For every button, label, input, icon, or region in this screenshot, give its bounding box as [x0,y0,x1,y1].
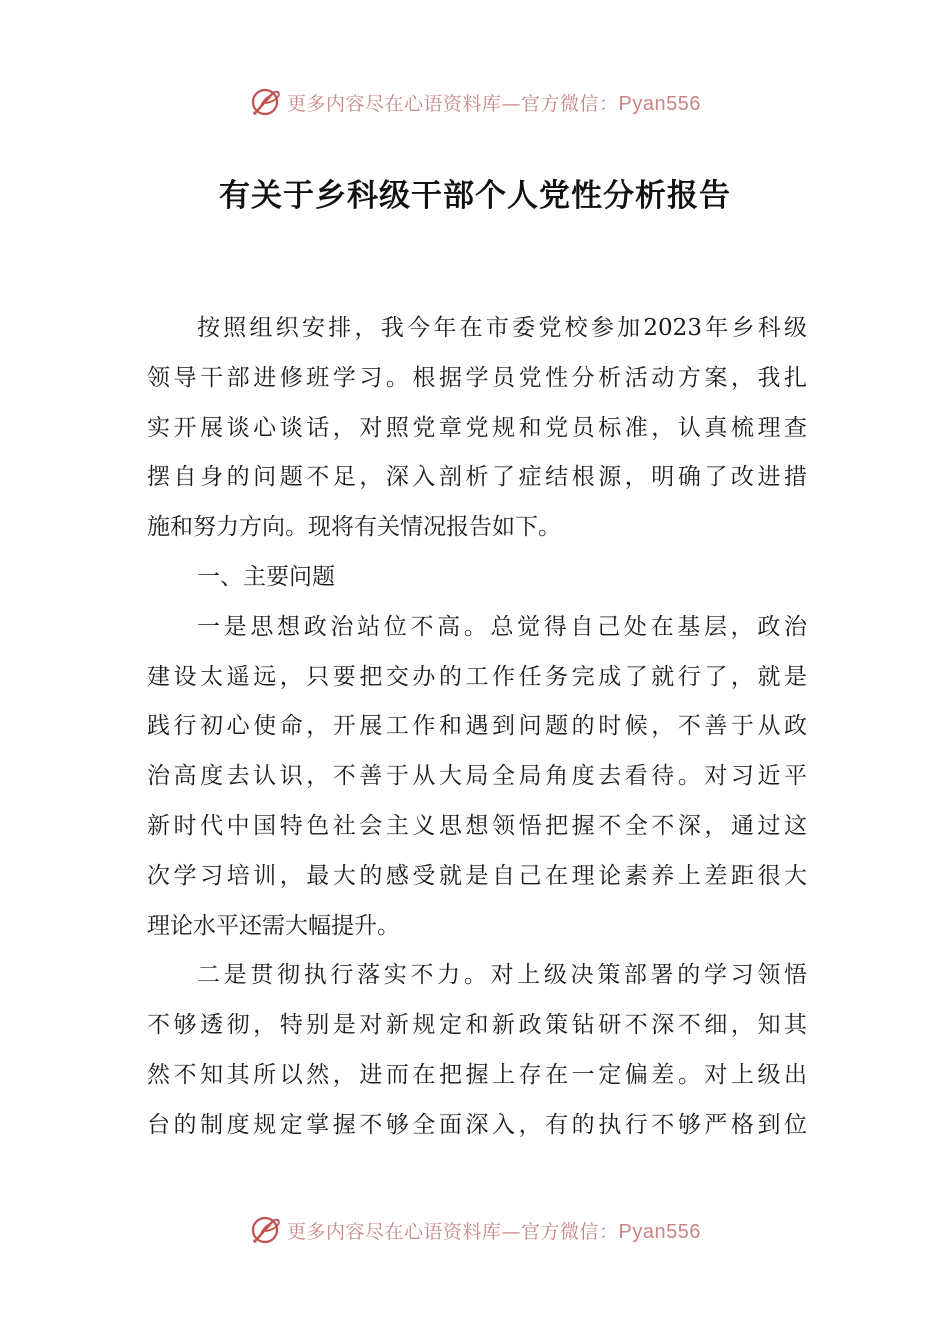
paragraph-line: 践行初心使命，开展工作和遇到问题的时候，不善于从政 [147,713,807,740]
paragraph-line: 二是贯彻执行落实不力。对上级决策部署的学习领悟 [197,962,807,989]
paragraph-line: 建设太遥远，只要把交办的工作任务完成了就行了，就是 [147,663,807,690]
paragraph-line: 新时代中国特色社会主义思想领悟把握不全不深，通过这 [147,812,807,839]
header-watermark-banner [0,82,950,122]
banner-text: 更多内容尽在心语资料库—官方微信：Pyan556 [287,1220,701,1243]
paragraph-line: 摆自身的问题不足，深入剖析了症结根源，明确了改进措 [147,464,807,491]
paragraph-line: 一是思想政治站位不高。总觉得自己处在基层，政治 [197,613,807,640]
quill-logo-icon [249,85,283,119]
banner-handle: Pyan556 [618,92,701,115]
paragraph-line: 按照组织安排，我今年在市委党校参加2023年乡科级 [197,315,807,341]
paragraph-line: 治高度去认识，不善于从大局全局角度去看待。对习近平 [147,763,807,790]
paragraph-line: 不够透彻，特别是对新规定和新政策钻研不深不细，知其 [147,1012,807,1039]
document-title: 有关于乡科级干部个人党性分析报告 [219,178,731,214]
paragraph-line: 实开展谈心谈话，对照党章党规和党员标准，认真梳理查 [147,414,807,441]
banner-text: 更多内容尽在心语资料库—官方微信：Pyan556 [287,92,701,115]
paragraph-line: 领导干部进修班学习。根据学员党性分析活动方案，我扎 [147,364,807,391]
paragraph-line: 施和努力方向。现将有关情况报告如下。 [147,514,561,541]
document-body [147,304,807,1151]
quill-logo-icon [249,1213,283,1247]
paragraph-line: 一、主要问题 [197,563,335,590]
footer-watermark-banner [0,1210,950,1250]
paragraph-line: 次学习培训，最大的感受就是自己在理论素养上差距很大 [147,862,807,889]
banner-handle: Pyan556 [618,1220,701,1243]
paragraph-line: 理论水平还需大幅提升。 [147,912,400,939]
paragraph-line: 然不知其所以然，进而在把握上存在一定偏差。对上级出 [147,1061,807,1088]
paragraph-line: 台的制度规定掌握不够全面深入，有的执行不够严格到位 [147,1111,807,1138]
